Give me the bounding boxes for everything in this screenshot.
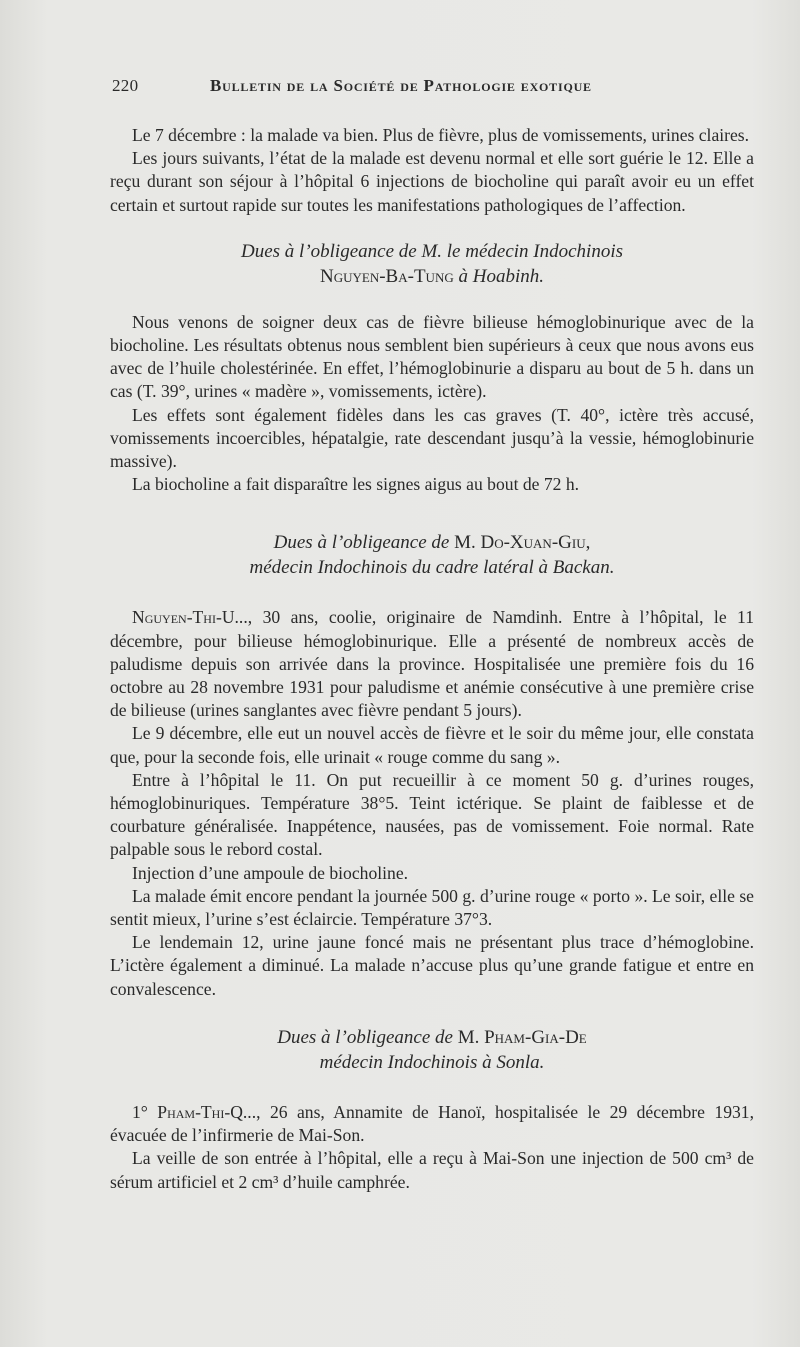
section-heading-2 [110,530,754,580]
paragraph: 1° Pham-Thi-Q..., 26 ans, Annamite de Hanoï, hospitalisée le 29 décembre 1931, évacuée de l’infirmerie de Mai-Son. [110,1101,754,1146]
section-heading-line: médecin Indochinois du cadre latéral à Backan. [249,557,615,579]
paragraph: Le 9 décembre, elle eut un nouvel accès de fièvre et le soir du même jour, elle constata que, pour la seconde fois, elle urinait « rouge comme du sang ». [110,723,754,767]
physician-name: Do-Xuan-Giu, [480,532,591,554]
section-heading-line: Dues à l’obligeance de M. Pham-Gia-De [277,1026,587,1048]
patient-name: Pham-Thi-Q..., [157,1101,261,1122]
paragraph: Nguyen-Thi-U..., 30 ans, coolie, originaire de Namdinh. Entre à l’hôpital, le 11 décembre, pour bilieuse hémoglobinurique. Elle a présenté de nombreux accès de paludisme depuis son arrivée dans la province. Hospitalisée une première fois du 16 octobre au 28 novembre 1931 pour paludisme et anémie consécutive à une première crise de bilieuse (urines sanglantes avec fièvre pendant 5 jours). [110,607,754,721]
paragraph: Les effets sont également fidèles dans les cas graves (T. 40°, ictère très accusé, vomissements incoercibles, hépatalgie, rate descendant jusqu’à la vessie, hémoglobinurie massive). [110,404,754,472]
paragraph: Le 7 décembre : la malade va bien. Plus de fièvre, plus de vomissements, urines claires. [132,125,750,145]
section-heading-line: Dues à l’obligeance de M. le médecin Indochinois [241,240,623,262]
page-number: 220 [112,76,139,95]
section-heading-line: Dues à l’obligeance de M. Do-Xuan-Giu, [273,532,591,554]
physician-name: Nguyen-Ba-Tung [320,265,454,287]
section-heading-line [110,264,754,289]
paragraph: La malade émit encore pendant la journée 500 g. d’urine rouge « porto ». Le soir, elle se sentit mieux, l’urine s’est éclaircie. Température 37°3. [110,885,754,930]
running-title: Bulletin de la Société de Pathologie exotique [210,76,592,95]
paragraph: Injection d’une ampoule de biocholine. [132,862,409,883]
paragraph: Le lendemain 12, urine jaune foncé mais ne présentant plus trace d’hémoglobine. L’ictère également a diminué. La malade n’accuse plus qu’une grande fatigue et entre en convalescence. [110,932,754,999]
paragraph: La biocholine a fait disparaître les signes aigus au bout de 72 h. [132,474,580,495]
paragraph: Entre à l’hôpital le 11. On put recueillir à ce moment 50 g. d’urines rouges, hémoglobinuriques. Température 38°5. Teint ictérique. Se plaint de faiblesse et de courbature généralisée. Inappétence, nausées, pas de vomissement. Foie normal. Rate palpable sous le rebord costal. [110,769,754,860]
article-body [110,124,754,1194]
section-heading-rest: à Hoabinh. [458,265,544,287]
physician-name: Pham-Gia-De [484,1026,587,1048]
section-heading-1 [110,239,754,289]
section-heading-3 [110,1025,754,1075]
section-heading-line: médecin Indochinois à Sonla. [319,1051,545,1073]
paragraph: La veille de son entrée à l’hôpital, elle a reçu à Mai-Son une injection de 500 cm³ de sérum artificiel et 2 cm³ d’huile camphrée. [110,1148,754,1192]
case-ordinal: 1° [132,1101,148,1122]
paragraph: Nous venons de soigner deux cas de fièvre bilieuse hémoglobinurique avec de la biocholine. Les résultats obtenus nous semblent bien supérieurs à ceux que nous avons eus avec de l’huile cholestérinée. En effet, l’hémoglobinurie a disparu au bout de 5 h. dans un cas (T. 39°, urines « madère », vomissements, ictère). [110,311,754,402]
patient-name: Nguyen-Thi-U..., [132,607,253,628]
paragraph: Les jours suivants, l’état de la malade est devenu normal et elle sort guérie le 12. Elle a reçu durant son séjour à l’hôpital 6 injections de biocholine qui paraît avoir eu un effet certain et surtout rapide sur toutes les manifestations pathologiques de l’affection. [110,148,754,215]
